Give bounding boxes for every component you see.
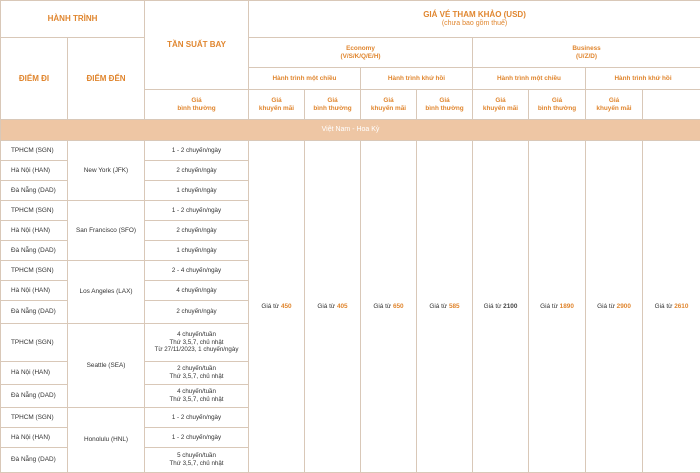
price-value: 2900 (617, 303, 631, 310)
frequency-cell (145, 324, 249, 362)
price-prefix: Giá từ (540, 303, 558, 310)
frequency-line: Từ 27/11/2023, 1 chuyến/ngày (147, 346, 246, 354)
frequency-line: Thứ 3,5,7, chủ nhật (147, 396, 246, 404)
to-header: ĐIỂM ĐẾN (68, 38, 145, 120)
frequency-cell (145, 181, 249, 201)
origin-cell: Đà Nẵng (DAD) (1, 241, 68, 261)
frequency-line: 5 chuyến/tuần (147, 452, 246, 460)
business-one-way-header: Hành trình một chiều (473, 68, 586, 90)
price-header-line: Giá (307, 97, 358, 105)
origin-cell: TPHCM (SGN) (1, 324, 68, 362)
origin-cell: Đà Nẵng (DAD) (1, 385, 68, 408)
frequency-line: Thứ 3,5,7, chủ nhật (147, 373, 246, 381)
frequency-cell (145, 408, 249, 428)
price-value: 450 (281, 303, 292, 310)
price-header-line: bình thường (147, 105, 246, 113)
business-classes: (U/Z/D) (475, 53, 698, 61)
price-prefix: Giá từ (373, 303, 391, 310)
normal-price-header (417, 90, 473, 120)
price-header-line: Giá (251, 97, 302, 105)
destination-cell: San Francisco (SFO) (68, 201, 145, 261)
frequency-cell (145, 221, 249, 241)
price-cell (529, 141, 586, 473)
frequency-cell (145, 141, 249, 161)
price-cell (361, 141, 417, 473)
price-header-line: khuyến mãi (251, 105, 302, 113)
fare-table-body (1, 120, 700, 473)
economy-label: Economy (251, 45, 470, 53)
price-cell (249, 141, 305, 473)
frequency-line: 2 - 4 chuyến/ngày (147, 267, 246, 275)
origin-cell: TPHCM (SGN) (1, 201, 68, 221)
price-value: 585 (449, 303, 460, 310)
frequency-line: 4 chuyến/ngày (147, 287, 246, 295)
price-cell (586, 141, 643, 473)
origin-cell: Hà Nội (HAN) (1, 221, 68, 241)
frequency-line: Thứ 3,5,7, chủ nhật (147, 339, 246, 347)
economy-header (249, 38, 473, 68)
price-value: 1890 (560, 303, 574, 310)
frequency-line: 1 - 2 chuyến/ngày (147, 207, 246, 215)
business-header (473, 38, 700, 68)
destination-cell: Honolulu (HNL) (68, 408, 145, 473)
price-header-line: bình thường (531, 105, 583, 113)
destination-cell: New York (JFK) (68, 141, 145, 201)
price-cell (643, 141, 700, 473)
price-prefix: Giá từ (429, 303, 447, 310)
price-value: 405 (337, 303, 348, 310)
promo-price-header (249, 90, 305, 120)
business-round-trip-header: Hành trình khứ hồi (586, 68, 700, 90)
price-header-line: Giá (588, 97, 640, 105)
origin-cell: Đà Nẵng (DAD) (1, 301, 68, 324)
frequency-cell (145, 448, 249, 473)
frequency-cell (145, 241, 249, 261)
frequency-line: 2 chuyến/ngày (147, 227, 246, 235)
normal-price-header (529, 90, 586, 120)
normal-price-header (145, 90, 249, 120)
frequency-line: Thứ 3,5,7, chủ nhật (147, 460, 246, 468)
from-header: ĐIỂM ĐI (1, 38, 68, 120)
itinerary-header: HÀNH TRÌNH (1, 1, 145, 38)
frequency-cell (145, 362, 249, 385)
frequency-header: TẦN SUẤT BAY (145, 1, 249, 90)
origin-cell: Đà Nẵng (DAD) (1, 181, 68, 201)
business-label: Business (475, 45, 698, 53)
price-cell (305, 141, 361, 473)
origin-cell: Đà Nẵng (DAD) (1, 448, 68, 473)
frequency-line: 2 chuyến/tuần (147, 365, 246, 373)
origin-cell: Hà Nội (HAN) (1, 281, 68, 301)
frequency-line: 2 chuyến/ngày (147, 167, 246, 175)
price-cell (473, 141, 529, 473)
frequency-cell (145, 301, 249, 324)
price-header-line: khuyến mãi (475, 105, 526, 113)
promo-price-header (586, 90, 643, 120)
price-cell (417, 141, 473, 473)
origin-cell: Hà Nội (HAN) (1, 428, 68, 448)
destination-cell: Los Angeles (LAX) (68, 261, 145, 324)
price-prefix: Giá từ (484, 303, 502, 310)
normal-price-header (305, 90, 361, 120)
economy-one-way-header: Hành trình một chiều (249, 68, 361, 90)
price-note: (chưa bao gồm thuế) (251, 20, 698, 29)
region-label: Việt Nam - Hoa Kỳ (1, 120, 700, 141)
frequency-line: 2 chuyến/ngày (147, 308, 246, 316)
frequency-cell (145, 261, 249, 281)
frequency-cell (145, 201, 249, 221)
price-prefix: Giá từ (317, 303, 335, 310)
price-header-line: Giá (363, 97, 414, 105)
frequency-line: 1 - 2 chuyến/ngày (147, 414, 246, 422)
promo-price-header (361, 90, 417, 120)
price-header-line: Giá (419, 97, 470, 105)
origin-cell: TPHCM (SGN) (1, 141, 68, 161)
frequency-cell (145, 428, 249, 448)
price-header-line: khuyến mãi (363, 105, 414, 113)
price-header-line: Giá (475, 97, 526, 105)
price-header-line: Giá (147, 97, 246, 105)
price-title: GIÁ VÉ THAM KHẢO (USD) (251, 10, 698, 20)
frequency-line: 4 chuyến/tuần (147, 388, 246, 396)
table-row (1, 141, 700, 161)
frequency-cell (145, 161, 249, 181)
frequency-cell (145, 281, 249, 301)
frequency-line: 1 chuyến/ngày (147, 247, 246, 255)
price-value: 2100 (503, 303, 517, 310)
frequency-line: 1 chuyến/ngày (147, 187, 246, 195)
economy-round-trip-header: Hành trình khứ hồi (361, 68, 473, 90)
frequency-line: 1 - 2 chuyến/ngày (147, 434, 246, 442)
price-prefix: Giá từ (261, 303, 279, 310)
price-header-line: khuyến mãi (588, 105, 640, 113)
price-header-line: bình thường (307, 105, 358, 113)
price-header-line: Giá (531, 97, 583, 105)
economy-classes: (V/S/K/Q/E/H) (251, 53, 470, 61)
origin-cell: TPHCM (SGN) (1, 408, 68, 428)
frequency-line: 1 - 2 chuyến/ngày (147, 147, 246, 155)
price-prefix: Giá từ (597, 303, 615, 310)
price-header-line: bình thường (419, 105, 470, 113)
origin-cell: Hà Nội (HAN) (1, 362, 68, 385)
origin-cell: TPHCM (SGN) (1, 261, 68, 281)
frequency-line: 4 chuyến/tuần (147, 331, 246, 339)
origin-cell: Hà Nội (HAN) (1, 161, 68, 181)
price-value: 650 (393, 303, 404, 310)
price-header (249, 1, 700, 38)
price-prefix: Giá từ (655, 303, 673, 310)
frequency-cell (145, 385, 249, 408)
price-value: 2610 (674, 303, 688, 310)
promo-price-header (473, 90, 529, 120)
region-row (1, 120, 700, 141)
destination-cell: Seattle (SEA) (68, 324, 145, 408)
